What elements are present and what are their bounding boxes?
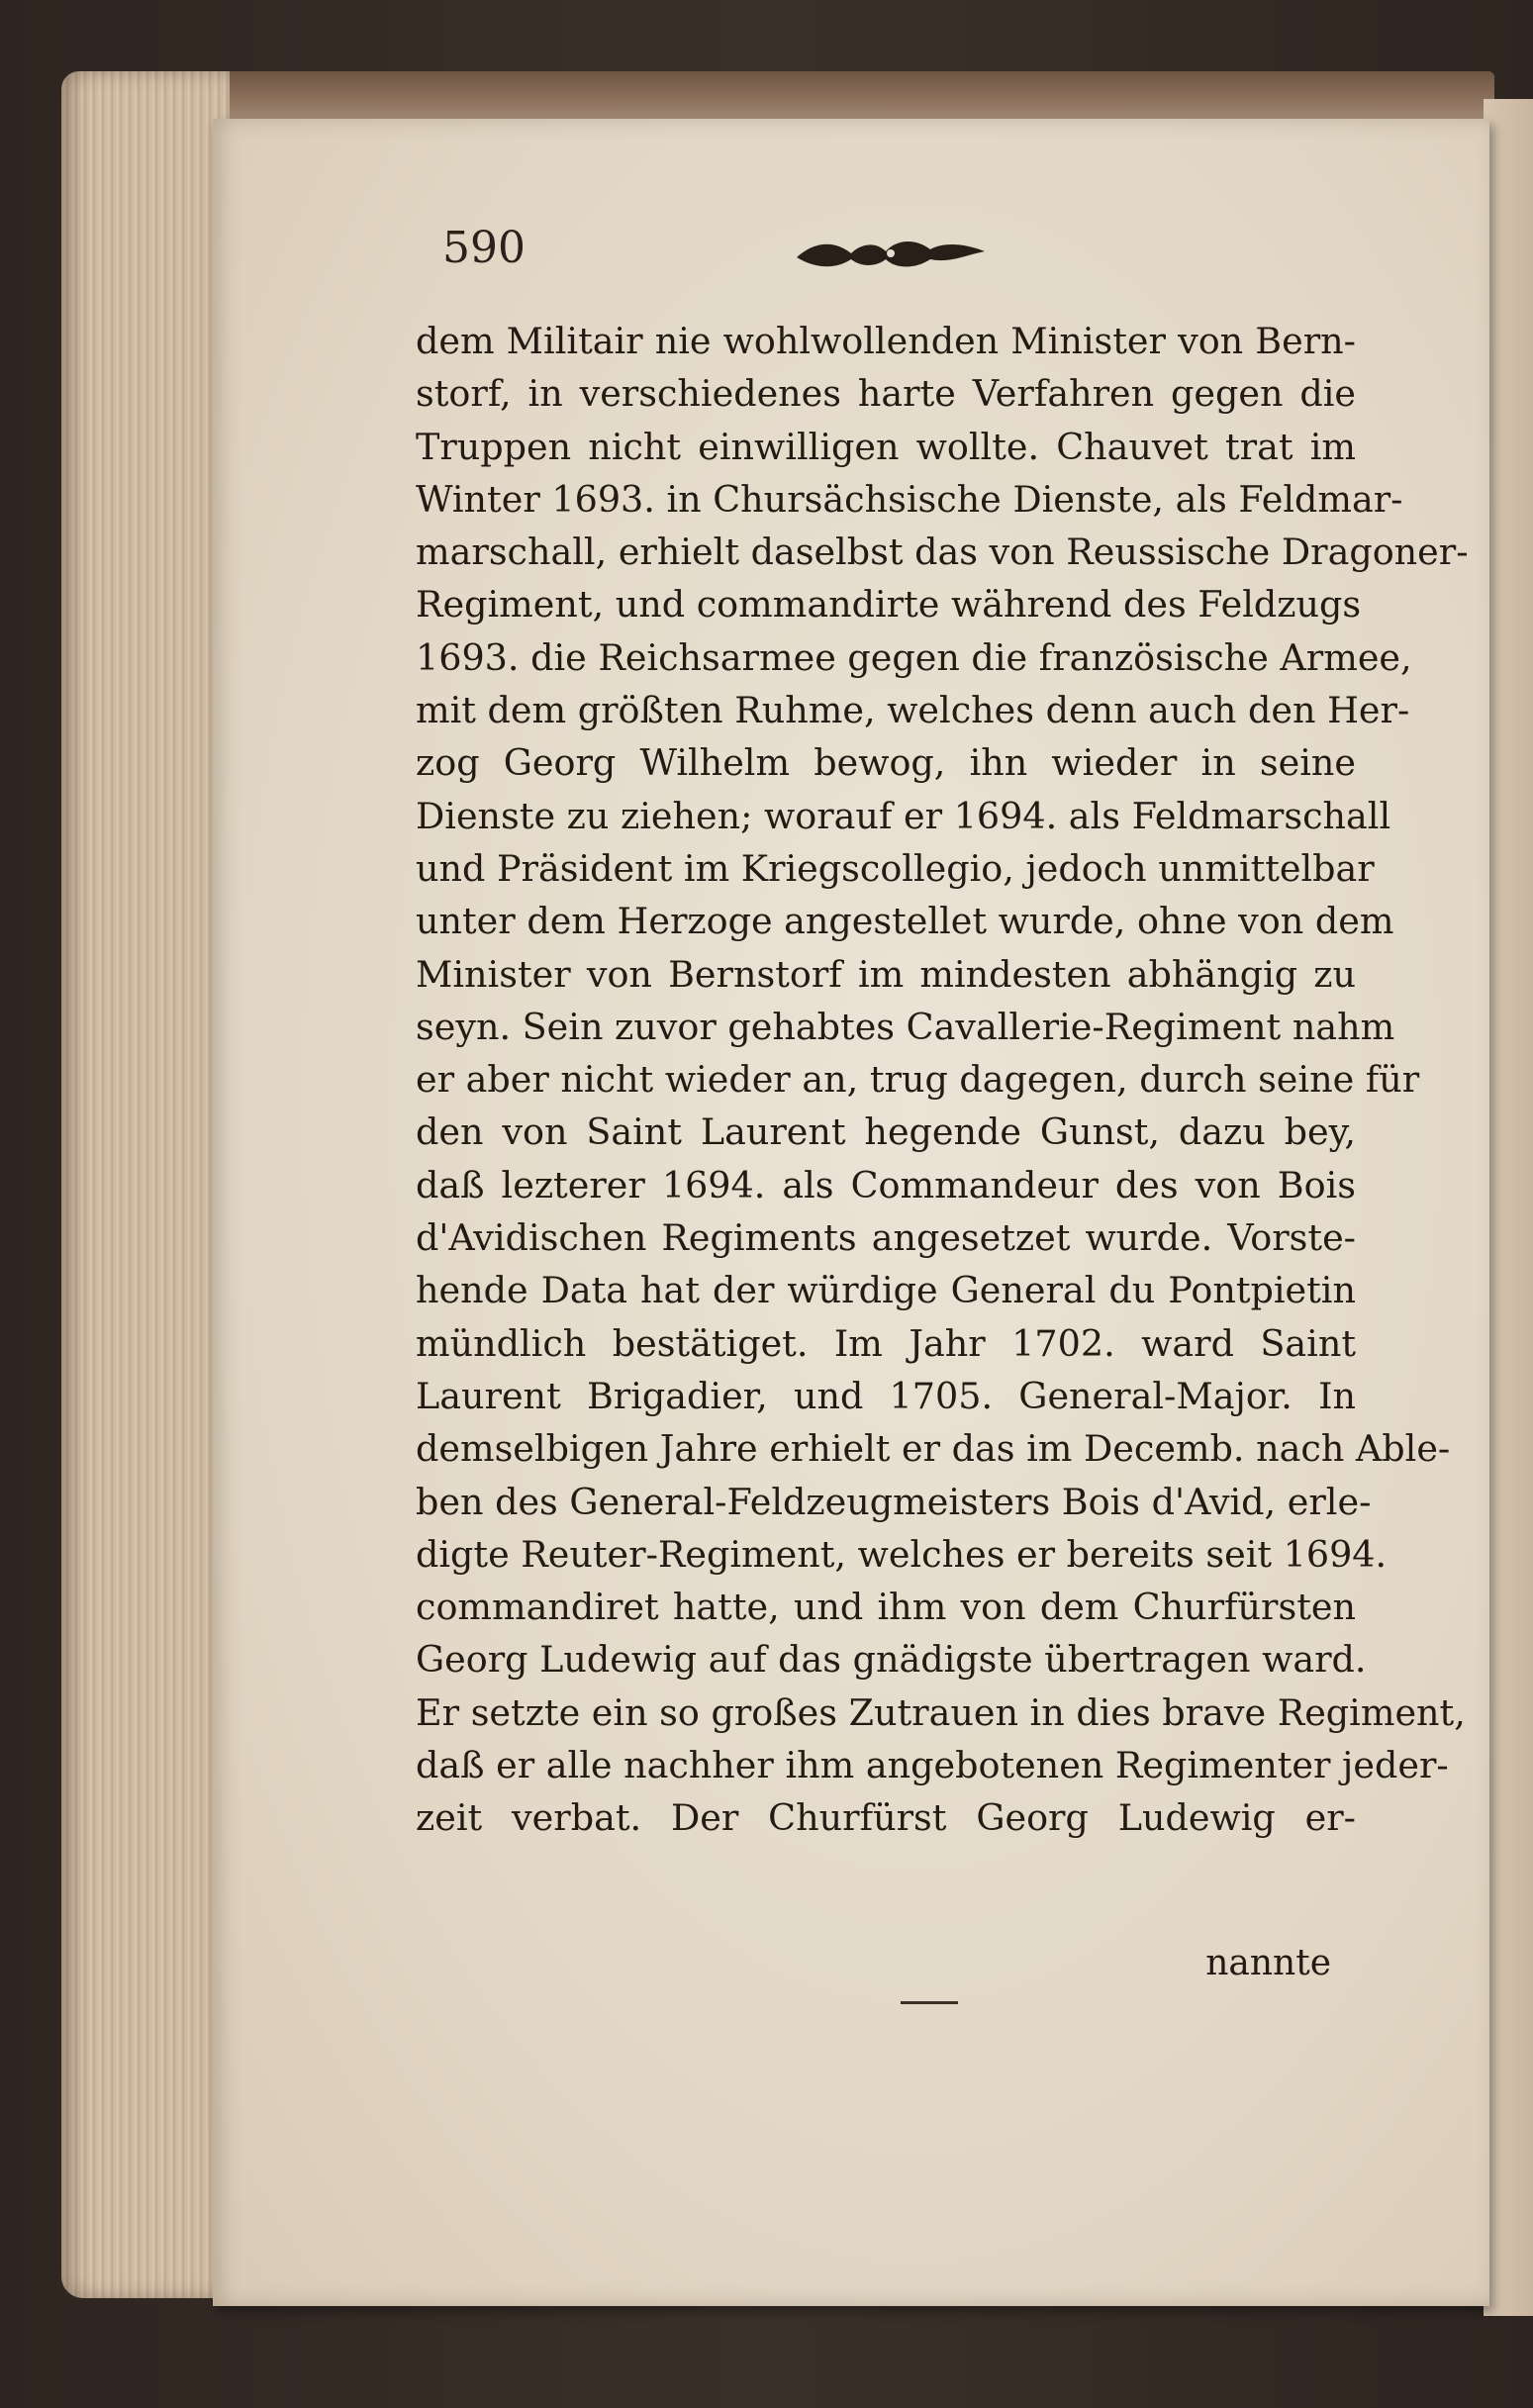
text-line: Dienste zu ziehen; worauf er 1694. als Feldmarschall	[416, 794, 1391, 837]
text-line: er aber nicht wieder an, trug dagegen, durch seine für	[416, 1058, 1420, 1102]
footer-rule	[901, 2001, 958, 2004]
catchword: nannte	[1205, 1943, 1331, 1983]
header-ornament-icon	[792, 230, 990, 279]
text-line: unter dem Herzoge angestellet wurde, ohne von dem	[416, 900, 1394, 943]
text-line: hende Data hat der würdige General du Pontpietin	[416, 1269, 1356, 1312]
text-line: commandiret hatte, und ihm von dem Churfürsten	[416, 1586, 1356, 1629]
text-line: mit dem größten Ruhme, welches denn auch den Her-	[416, 689, 1410, 732]
text-line: Winter 1693. in Chursächsische Dienste, als Feldmar-	[416, 477, 1403, 521]
text-line: seyn. Sein zuvor gehabtes Cavallerie-Regiment nahm	[416, 1005, 1395, 1048]
text-line: daß lezterer 1694. als Commandeur des von Bois	[416, 1163, 1356, 1206]
text-line: Laurent Brigadier, und 1705. General-Major. In	[416, 1374, 1356, 1417]
text-line: daß er alle nachher ihm angebotenen Regimenter jeder-	[416, 1744, 1449, 1787]
text-line: dem Militair nie wohlwollenden Minister von Bern-	[416, 320, 1356, 362]
text-line: Regiment, und commandirte während des Feldzugs	[416, 583, 1362, 626]
text-line: den von Saint Laurent hegende Gunst, dazu bey,	[416, 1110, 1356, 1154]
text-line: und Präsident im Kriegscollegio, jedoch unmittelbar	[416, 846, 1375, 890]
text-line: Er setzte ein so großes Zutrauen in dies brave Regiment,	[416, 1690, 1466, 1734]
text-line: Minister von Bernstorf im mindesten abhängig zu	[416, 952, 1356, 996]
text-line: storf, in verschiedenes harte Verfahren gegen die	[416, 372, 1356, 416]
text-line: d'Avidischen Regiments angesetzet wurde. Vorste-	[416, 1216, 1356, 1260]
text-line: Truppen nicht einwilligen wollte. Chauvet trat im	[416, 425, 1356, 468]
text-line: digte Reuter-Regiment, welches er bereits seit 1694.	[416, 1532, 1388, 1576]
facing-page-edge	[1484, 99, 1533, 2316]
text-line: marschall, erhielt daselbst das von Reussische Dragoner-	[416, 530, 1469, 574]
text-line: zog Georg Wilhelm bewog, ihn wieder in seine	[416, 741, 1356, 785]
text-line: zeit verbat. Der Churfürst Georg Ludewig er-	[416, 1796, 1356, 1840]
page-number: 590	[442, 223, 526, 273]
text-line: ben des General-Feldzeugmeisters Bois d'Avid, erle-	[416, 1480, 1372, 1523]
text-line: 1693. die Reichsarmee gegen die französische Armee,	[416, 635, 1412, 679]
text-line: Georg Ludewig auf das gnädigste übertragen ward.	[416, 1638, 1367, 1682]
body-text	[416, 315, 1469, 1845]
text-line: mündlich bestätiget. Im Jahr 1702. ward Saint	[416, 1321, 1356, 1365]
book-page-edges	[61, 71, 230, 2298]
text-line: demselbigen Jahre erhielt er das im Decemb. nach Able-	[416, 1427, 1451, 1471]
